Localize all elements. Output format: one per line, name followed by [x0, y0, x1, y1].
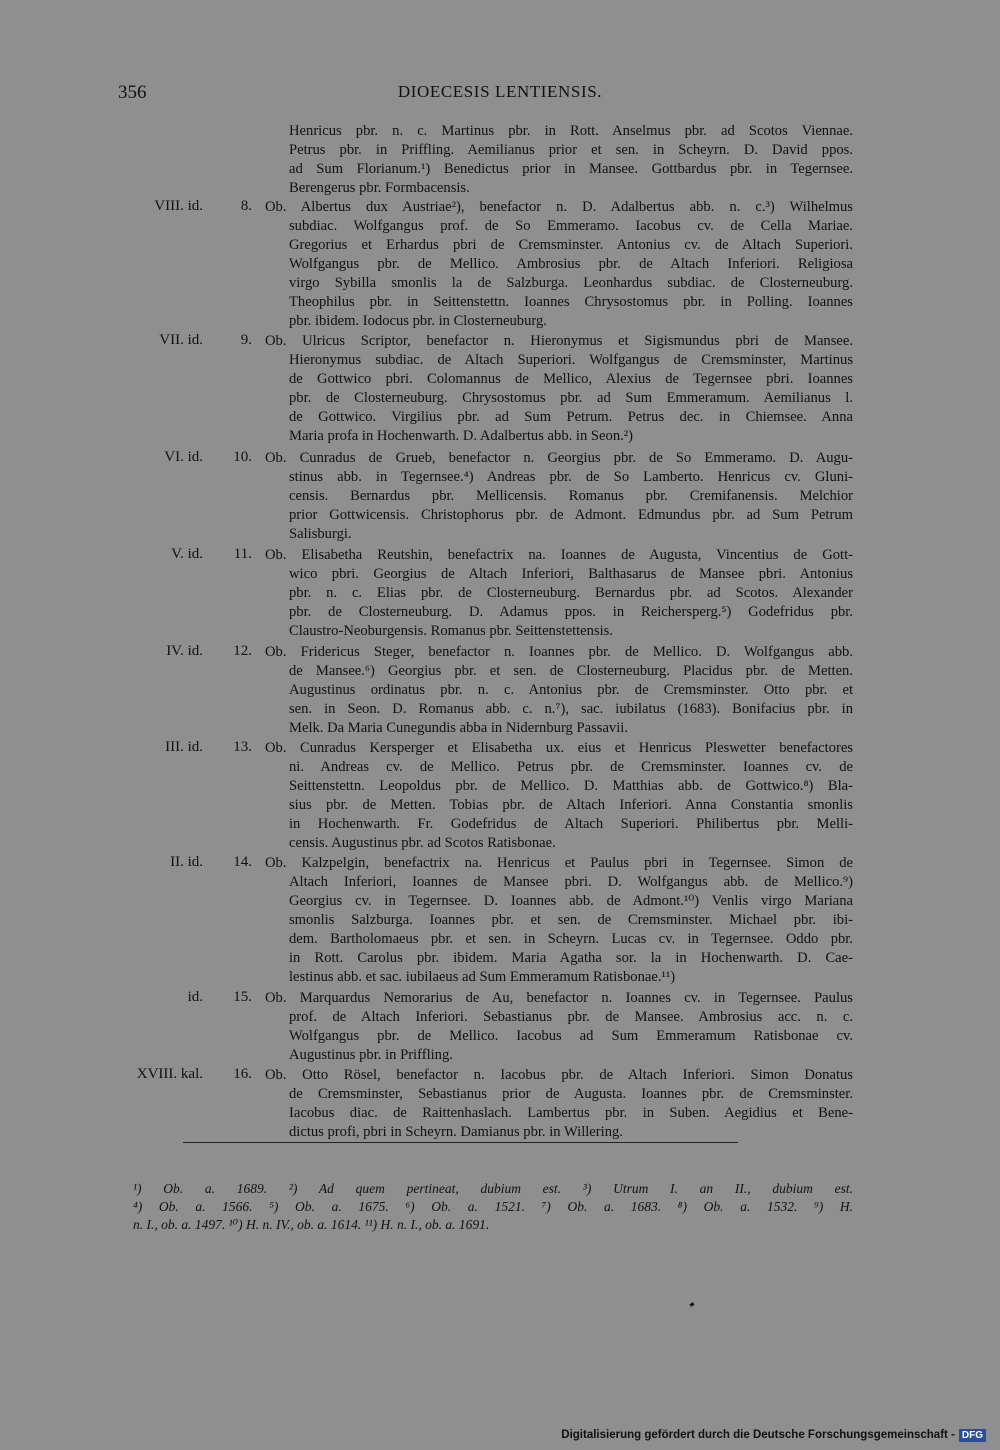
day-number: 10.: [233, 449, 252, 465]
text-line: prof. de Altach Inferiori. Sebastianus pbr. de Mansee. Ambrosius acc. n. c.: [289, 1009, 853, 1025]
text-line: Altach Inferiori, Ioannes de Mansee pbri. D. Wolfgangus abb. de Mellico.⁹): [289, 874, 853, 890]
date-label: V. id.: [171, 546, 203, 562]
day-number: 15.: [233, 989, 252, 1005]
date-label: id.: [187, 989, 203, 1005]
entry-text: [265, 643, 853, 738]
footnote-line: ¹) Ob. a. 1689. ²) Ad quem pertineat, dubium est. ³) Utrum I. an II., dubium est.: [133, 1181, 853, 1196]
text-line: Ob. Marquardus Nemorarius de Au, benefactor n. Ioannes cv. in Tegernsee. Paulus: [265, 990, 853, 1006]
text-line: wico pbri. Georgius de Altach Inferiori, Balthasarus de Mansee pbri. Antonius: [289, 566, 853, 582]
date-label: III. id.: [165, 739, 203, 755]
text-line: Ob. Otto Rösel, benefactor n. Iacobus pbr. de Altach Inferiori. Simon Donatus: [265, 1067, 853, 1083]
text-line: Ob. Elisabetha Reutshin, benefactrix na. Ioannes de Augusta, Vincentius de Gott-: [265, 547, 853, 563]
text-line: censis. Augustinus pbr. ad Scotos Ratisbonae.: [289, 835, 556, 851]
text-line: sen. in Seon. D. Romanus abb. c. n.⁷), sac. iubilatus (1683). Bonifacius pbr. in: [289, 701, 853, 717]
text-line: Henricus pbr. n. c. Martinus pbr. in Rott. Anselmus pbr. ad Scotos Viennae.: [289, 123, 853, 139]
text-line: Melk. Da Maria Cunegundis abba in Nidernburg Passavii.: [289, 720, 628, 736]
footnote-line: n. I., ob. a. 1497. ¹⁰) H. n. IV., ob. a. 1614. ¹¹) H. n. I., ob. a. 1691.: [133, 1217, 490, 1232]
day-number: 8.: [240, 198, 252, 214]
day-number: 9.: [240, 332, 252, 348]
date-label: IV. id.: [166, 643, 203, 659]
text-line: sius pbr. de Metten. Tobias pbr. de Altach Inferiori. Anna Constantia smonlis: [289, 797, 853, 813]
day-number: 11.: [233, 546, 252, 562]
day-number: 13.: [233, 739, 252, 755]
text-line: smonlis Salzburga. Ioannes pbr. et sen. de Cremsminster. Michael pbr. ibi-: [289, 912, 853, 928]
date-label: VIII. id.: [154, 198, 203, 214]
text-line: Wolfgangus pbr. de Mellico. Ambrosius pbr. de Altach Inferiori. Religiosa: [289, 256, 853, 272]
scan-speck: [690, 1302, 695, 1307]
text-line: pbr. ibidem. Iodocus pbr. in Closterneuburg.: [289, 313, 547, 329]
page-header: [0, 82, 1000, 106]
text-line: Petrus pbr. in Priffling. Aemilianus prior et sen. in Scheyrn. D. David ppos.: [289, 142, 853, 158]
text-line: Maria profa in Hochenwarth. D. Adalbertus abb. in Seon.²): [289, 428, 633, 444]
entry-text: [265, 546, 853, 641]
text-line: Iacobus diac. de Raittenhaslach. Lambertus pbr. in Suben. Aegidius et Bene-: [289, 1105, 853, 1121]
text-line: lestinus abb. et sac. iubilaeus ad Sum Emmeramum Ratisbonae.¹¹): [289, 969, 676, 985]
text-line: virgo Sybilla smonlis la de Salzburga. Leonhardus subdiac. de Closterneuburg.: [289, 275, 853, 291]
entry-text: [265, 989, 853, 1065]
text-line: Salisburgi.: [289, 526, 352, 542]
text-line: Ob. Ulricus Scriptor, benefactor n. Hieronymus et Sigismundus pbri de Mansee.: [265, 333, 853, 349]
entry-text: [265, 332, 853, 446]
entry-text: [265, 854, 853, 987]
text-line: de Gottwico. Virgilius pbr. ad Sum Petrum. Petrus dec. in Chiemsee. Anna: [289, 409, 853, 425]
text-line: ad Sum Florianum.¹) Benedictus prior in Mansee. Gottbardus pbr. in Tegernsee.: [289, 161, 853, 177]
dfg-logo: DFG: [959, 1429, 986, 1442]
text-line: dem. Bartholomaeus pbr. et sen. in Scheyrn. Lucas cv. in Tegernsee. Oddo pbr.: [289, 931, 853, 947]
day-number: 16.: [233, 1066, 252, 1082]
text-line: Ob. Kalzpelgin, benefactrix na. Henricus et Paulus pbri in Tegernsee. Simon de: [265, 855, 853, 871]
day-number: 12.: [233, 643, 252, 659]
text-line: stinus abb. in Tegernsee.⁴) Andreas pbr. de So Lamberto. Henricus cv. Gluni-: [289, 469, 853, 485]
text-line: Ob. Fridericus Steger, benefactor n. Ioannes pbr. de Mellico. D. Wolfgangus abb.: [265, 644, 853, 660]
date-label: VI. id.: [164, 449, 203, 465]
entry-text: [265, 449, 853, 544]
footnote-rule: [183, 1142, 738, 1143]
entry-text: [289, 122, 853, 198]
text-line: dictus profi, pbri in Scheyrn. Damianus pbr. in Willering.: [289, 1124, 623, 1140]
text-line: de Cremsminster, Sebastianus prior de Augusta. Ioannes pbr. de Cremsminster.: [289, 1086, 853, 1102]
text-line: in Hochenwarth. Fr. Godefridus de Altach Superiori. Philibertus pbr. Melli-: [289, 816, 853, 832]
entry-text: [265, 1066, 853, 1142]
text-line: Wolfgangus pbr. de Mellico. Iacobus ad Sum Emmeramum Ratisbonae cv.: [289, 1028, 853, 1044]
text-line: censis. Bernardus pbr. Mellicensis. Romanus pbr. Cremifanensis. Melchior: [289, 488, 853, 504]
entry-text: [265, 739, 853, 853]
entry-text: [265, 198, 853, 331]
text-line: prior Gottwicensis. Christophorus pbr. de Admont. Edmundus pbr. ad Sum Petrum: [289, 507, 853, 523]
text-line: Gregorius et Erhardus pbri de Cremsminster. Antonius cv. de Altach Superiori.: [289, 237, 853, 253]
text-line: Ob. Cunradus Kersperger et Elisabetha ux. eius et Henricus Pleswetter benefactores: [265, 740, 853, 756]
text-line: in Rott. Carolus pbr. ibidem. Maria Agatha sor. la in Hochenwarth. D. Cae-: [289, 950, 853, 966]
footer-credit: Digitalisierung gefördert durch die Deutsche Forschungsgemeinschaft -: [561, 1429, 955, 1441]
running-head: DIOECESIS LENTIENSIS.: [397, 82, 603, 101]
text-line: de Gottwico pbri. Colomannus de Mellico, Alexius de Tegernsee pbri. Ioannes: [289, 371, 853, 387]
text-line: subdiac. Wolfgangus prof. de So Emmeramo. Iacobus cv. de Cella Mariae.: [289, 218, 853, 234]
page-number: 356: [118, 82, 147, 103]
text-line: Georgius cv. in Tegernsee. D. Ioannes abb. de Admont.¹⁰) Venlis virgo Mariana: [289, 893, 853, 909]
text-line: ni. Andreas cv. de Mellico. Petrus pbr. de Cremsminster. Ioannes cv. de: [289, 759, 853, 775]
text-line: pbr. n. c. Elias pbr. de Closterneuburg. Bernardus pbr. ad Scotos. Alexander: [289, 585, 853, 601]
text-line: Hieronymus subdiac. de Altach Superiori. Wolfgangus de Cremsminster, Martinus: [289, 352, 853, 368]
footnotes: [133, 1180, 853, 1234]
day-number: 14.: [233, 854, 252, 870]
text-line: Seittenstettn. Leopoldus pbr. de Mellico. D. Matthias abb. de Gottwico.⁸) Bla-: [289, 778, 853, 794]
text-line: de Mansee.⁶) Georgius pbr. et sen. de Closterneuburg. Placidus pbr. de Metten.: [289, 663, 853, 679]
date-label: II. id.: [170, 854, 203, 870]
text-line: Augustinus pbr. in Priffling.: [289, 1047, 453, 1063]
text-line: Augustinus ordinatus pbr. n. c. Antonius pbr. de Cremsminster. Otto pbr. et: [289, 682, 853, 698]
date-label: XVIII. kal.: [136, 1066, 203, 1082]
text-line: Claustro-Neoburgensis. Romanus pbr. Seittenstettensis.: [289, 623, 614, 639]
date-label: VII. id.: [159, 332, 203, 348]
text-line: Theophilus pbr. in Seittenstettn. Ioannes Chrysostomus pbr. in Polling. Ioannes: [289, 294, 853, 310]
text-line: Ob. Albertus dux Austriae²), benefactor n. D. Adalbertus abb. n. c.³) Wilhelmus: [265, 199, 853, 215]
footnote-line: ⁴) Ob. a. 1566. ⁵) Ob. a. 1675. ⁶) Ob. a. 1521. ⁷) Ob. a. 1683. ⁸) Ob. a. 1532. ⁹) H.: [133, 1199, 853, 1214]
digitization-footer: [561, 1426, 986, 1444]
text-line: pbr. de Closterneuburg. Chrysostomus pbr. ad Sum Emmeramum. Aemilianus l.: [289, 390, 853, 406]
text-line: Ob. Cunradus de Grueb, benefactor n. Georgius pbr. de So Emmeramo. D. Augu-: [265, 450, 853, 466]
text-line: Berengerus pbr. Formbacensis.: [289, 180, 470, 196]
text-line: pbr. de Closterneuburg. D. Adamus ppos. in Reichersperg.⁵) Godefridus pbr.: [289, 604, 853, 620]
